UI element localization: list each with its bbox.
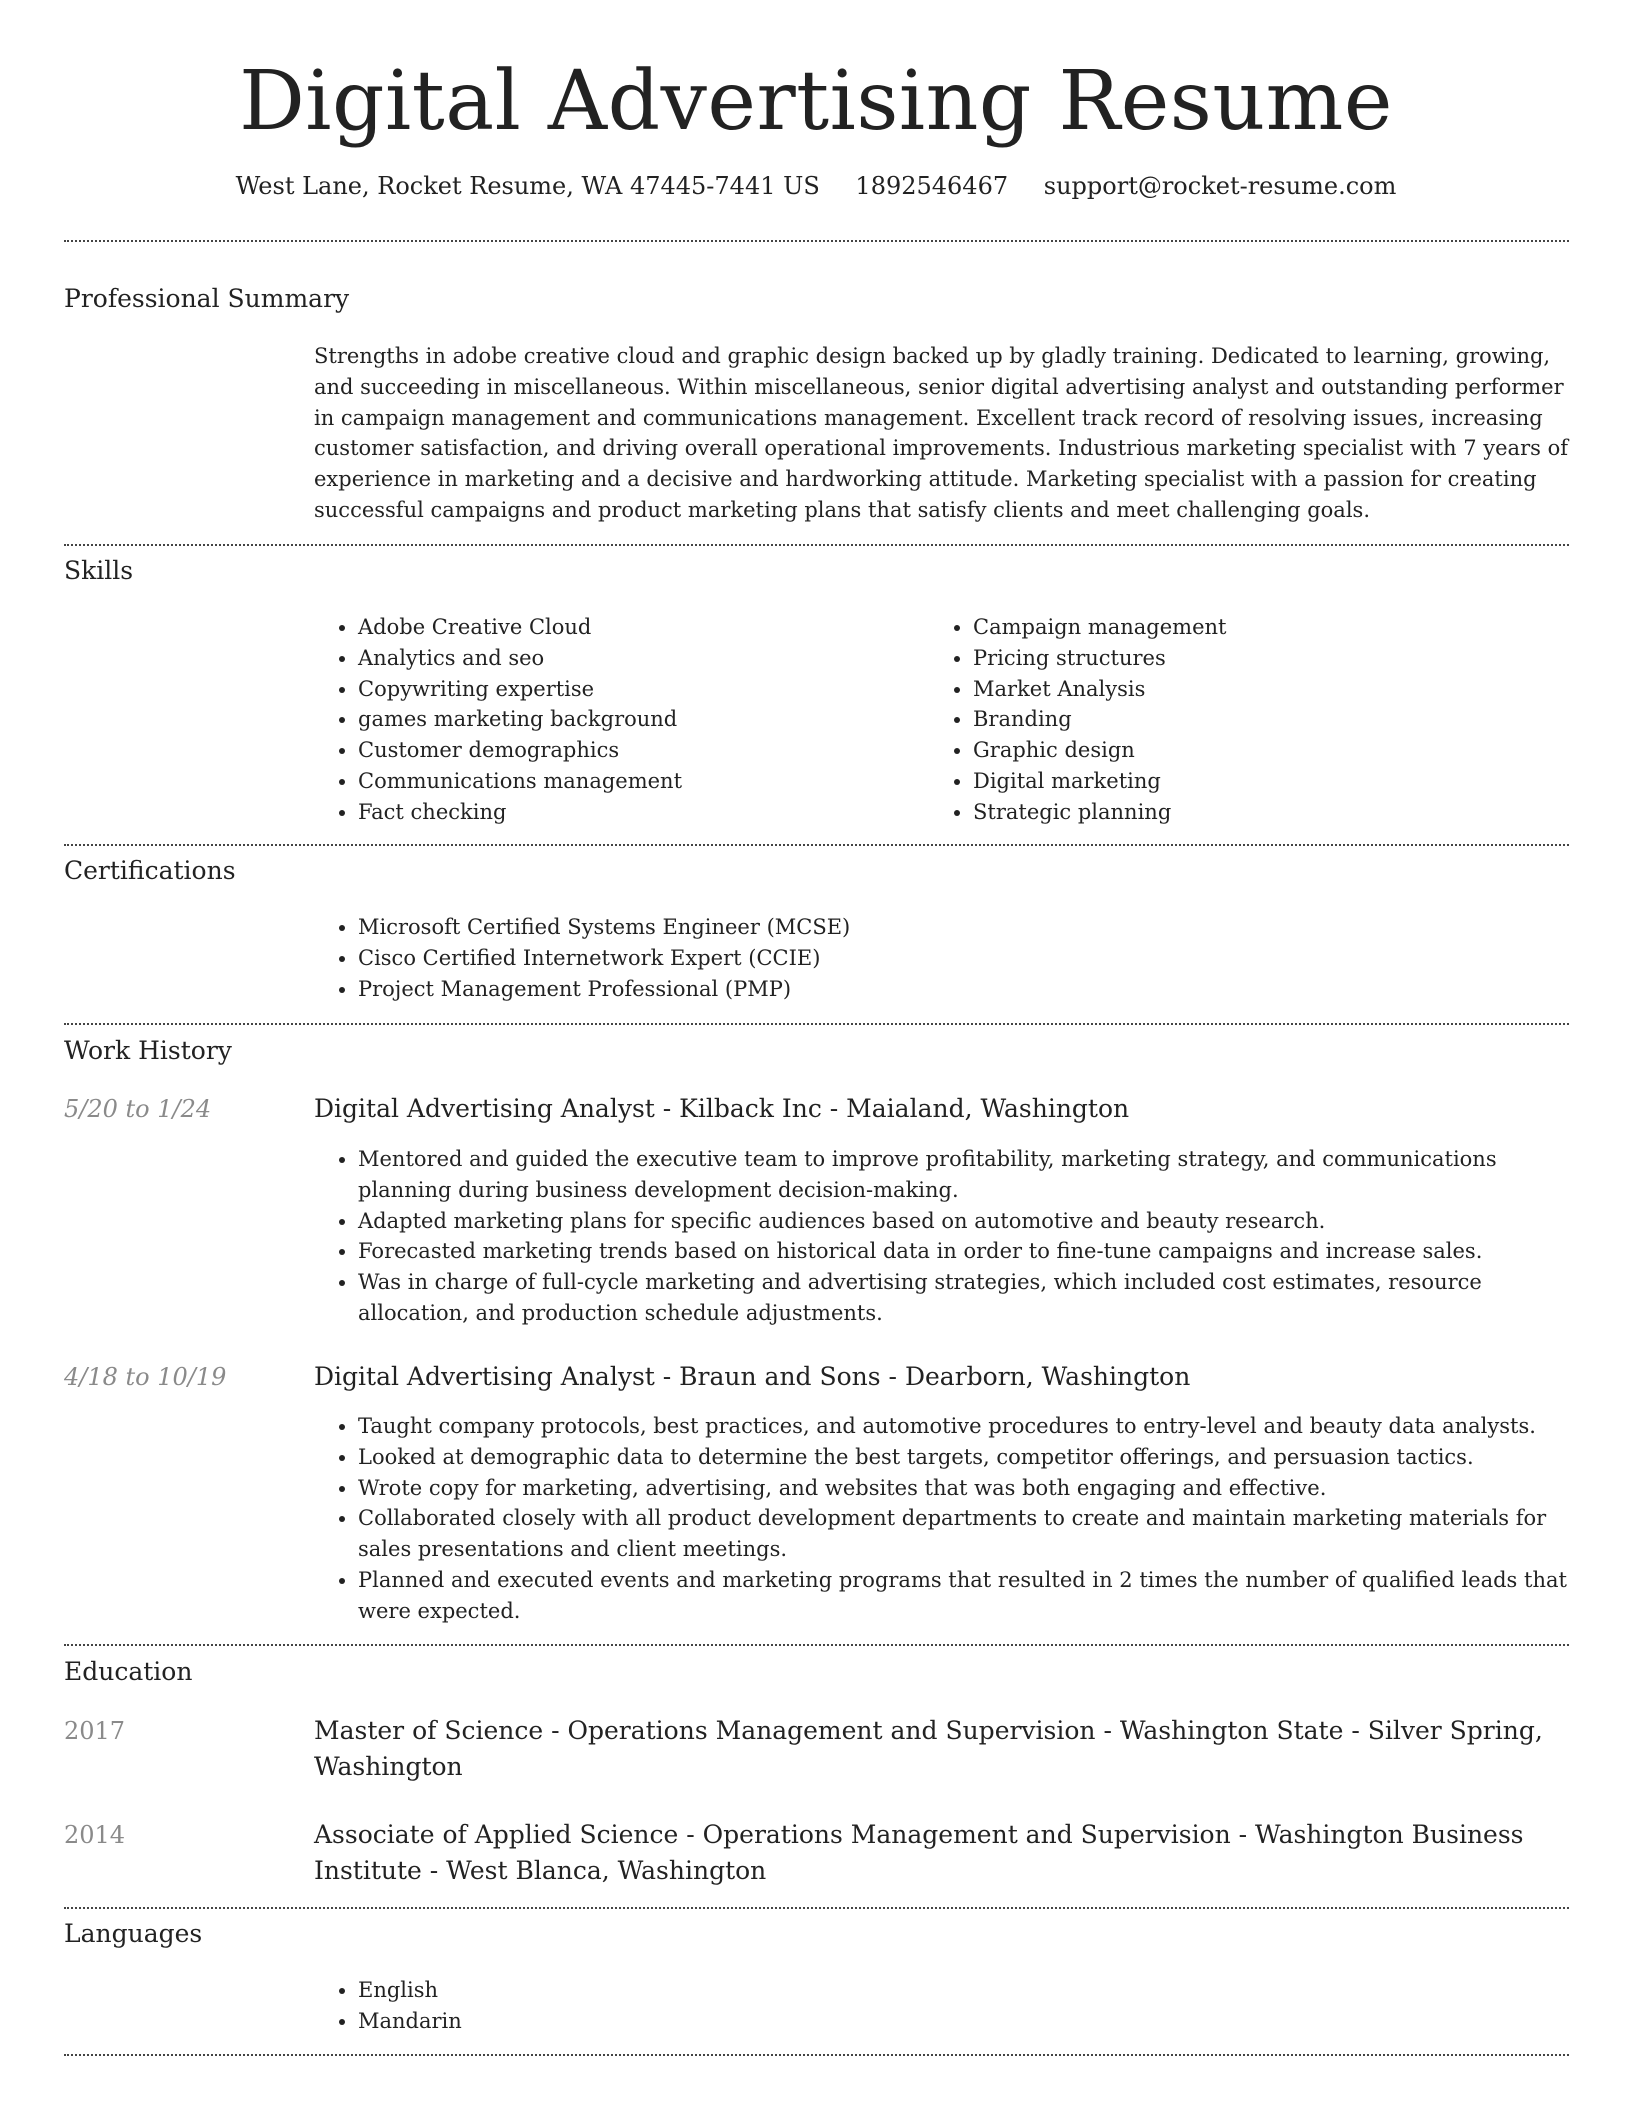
skills-column-left bbox=[314, 612, 929, 828]
job-bullet: • Wrote copy for marketing, advertising, and websites that was both engaging and effective. bbox=[358, 1473, 1570, 1504]
skill-item: • Fact checking bbox=[358, 797, 929, 828]
job-bullet: • Was in charge of full-cycle marketing and advertising strategies, which included cost estimates, resource allocation, and production schedule adjustments. bbox=[358, 1267, 1570, 1329]
education-year: 2017 bbox=[64, 1717, 126, 1745]
job-bullet: • Taught company protocols, best practices, and automotive procedures to entry-level and beauty data analysts. bbox=[358, 1411, 1570, 1442]
job-title: Digital Advertising Analyst - Braun and Sons - Dearborn, Washington bbox=[314, 1362, 1191, 1391]
section-divider bbox=[64, 1907, 1569, 1909]
section-title-education: Education bbox=[64, 1657, 193, 1686]
job-bullet: • Planned and executed events and marketing programs that resulted in 2 times the number of qualified leads that were expected. bbox=[358, 1565, 1570, 1627]
job-bullet: • Adapted marketing plans for specific audiences based on automotive and beauty research. bbox=[358, 1206, 1570, 1237]
skill-item: • Customer demographics bbox=[358, 735, 929, 766]
skill-item: • Analytics and seo bbox=[358, 643, 929, 674]
skill-item: • Graphic design bbox=[973, 735, 1544, 766]
education-degree: Master of Science - Operations Management and Supervision - Washington State - Silver Spring, Washington bbox=[314, 1716, 1543, 1781]
job-bullet: • Mentored and guided the executive team to improve profitability, marketing strategy, and communications planning during business development decision-making. bbox=[358, 1144, 1570, 1206]
summary-text: Strengths in adobe creative cloud and graphic design backed up by gladly training. Dedicated to learning, growing, and succeeding in miscellaneous. Within miscellaneous, senior digital advertising analyst and outstanding performer in campaign management and communications management. Excellent track record of resolving issues, increasing customer satisfaction, and driving overall operational improvements. Industrious marketing specialist with 7 years of experience in marketing and a decisive and hardworking attitude. Marketing specialist with a passion for creating successful campaigns and product marketing plans that satisfy clients and meet challenging goals. bbox=[314, 344, 1568, 522]
job-dates: 4/18 to 10/19 bbox=[64, 1363, 227, 1391]
skill-item: • games marketing background bbox=[358, 704, 929, 735]
section-title-work-history: Work History bbox=[64, 1036, 232, 1065]
job-bullet: • Forecasted marketing trends based on historical data in order to fine-tune campaigns and increase sales. bbox=[358, 1236, 1570, 1267]
skill-item: • Digital marketing bbox=[973, 766, 1544, 797]
certification-item: • Cisco Certified Internetwork Expert (CCIE) bbox=[358, 943, 1570, 974]
section-divider bbox=[64, 844, 1569, 846]
contact-phone: 1892546467 bbox=[855, 172, 1009, 200]
certification-item: • Project Management Professional (PMP) bbox=[358, 974, 1570, 1005]
section-title-skills: Skills bbox=[64, 556, 134, 585]
section-divider bbox=[64, 1023, 1569, 1025]
section-title-summary: Professional Summary bbox=[64, 284, 350, 313]
resume-title: Digital Advertising Resume bbox=[239, 54, 1393, 149]
language-item: • Mandarin bbox=[358, 2006, 1570, 2037]
job-bullet: • Looked at demographic data to determine the best targets, competitor offerings, and persuasion tactics. bbox=[358, 1442, 1570, 1473]
education-degree: Associate of Applied Science - Operations Management and Supervision - Washington Business Institute - West Blanca, Washington bbox=[314, 1820, 1524, 1885]
job-bullet: • Collaborated closely with all product development departments to create and maintain marketing materials for sales presentations and client meetings. bbox=[358, 1503, 1570, 1565]
section-title-languages: Languages bbox=[64, 1919, 203, 1948]
skill-item: • Communications management bbox=[358, 766, 929, 797]
section-divider bbox=[64, 240, 1569, 242]
skill-item: • Strategic planning bbox=[973, 797, 1544, 828]
skill-item: • Pricing structures bbox=[973, 643, 1544, 674]
section-divider bbox=[64, 2054, 1569, 2056]
resume-header bbox=[0, 0, 1632, 202]
section-divider bbox=[64, 1644, 1569, 1646]
skill-item: • Campaign management bbox=[973, 612, 1544, 643]
job-bullets bbox=[314, 1144, 1570, 1329]
contact-email: support@rocket-resume.com bbox=[1043, 172, 1397, 200]
skill-item: • Copywriting expertise bbox=[358, 674, 929, 705]
skills-column-right bbox=[929, 612, 1544, 828]
section-title-certifications: Certifications bbox=[64, 856, 236, 885]
languages-block bbox=[314, 1975, 1570, 2037]
skill-item: • Market Analysis bbox=[973, 674, 1544, 705]
certification-item: • Microsoft Certified Systems Engineer (MCSE) bbox=[358, 912, 1570, 943]
language-item: • English bbox=[358, 1975, 1570, 2006]
certifications-block bbox=[314, 912, 1570, 1004]
job-bullets bbox=[314, 1411, 1570, 1627]
skill-item: • Adobe Creative Cloud bbox=[358, 612, 929, 643]
skill-item: • Branding bbox=[973, 704, 1544, 735]
contact-line bbox=[0, 170, 1632, 202]
job-dates: 5/20 to 1/24 bbox=[64, 1095, 212, 1123]
section-divider bbox=[64, 544, 1569, 546]
education-year: 2014 bbox=[64, 1821, 126, 1849]
skills-block bbox=[314, 612, 1570, 828]
contact-address: West Lane, Rocket Resume, WA 47445-7441 US bbox=[235, 172, 820, 200]
job-title: Digital Advertising Analyst - Kilback Inc - Maialand, Washington bbox=[314, 1094, 1130, 1123]
